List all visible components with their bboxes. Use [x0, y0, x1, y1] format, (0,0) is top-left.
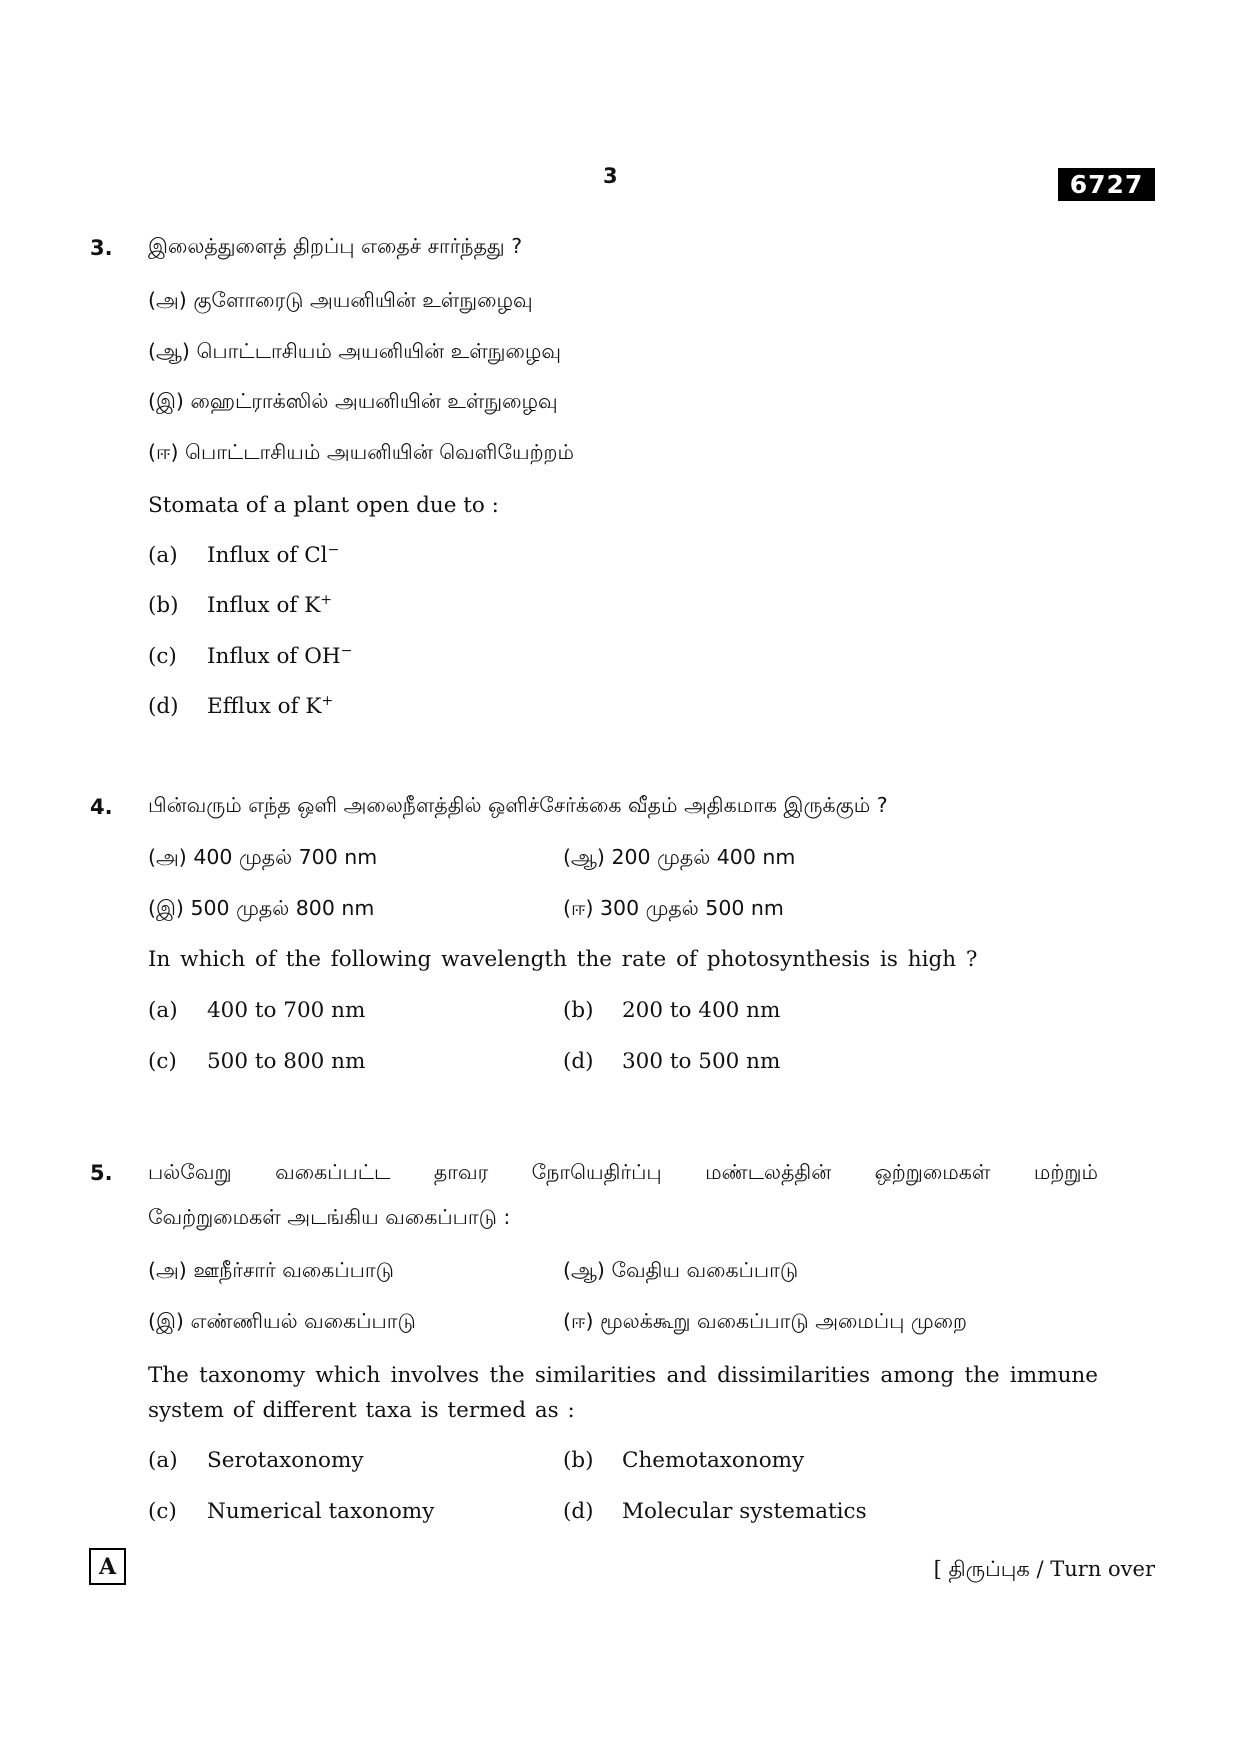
option-tamil — [148, 389, 558, 416]
option-text: 300 to 500 nm — [622, 1049, 781, 1074]
option-label: (a) — [148, 1448, 178, 1473]
option-label: (இ) — [148, 389, 184, 413]
option-label: (இ) — [148, 896, 184, 920]
option-label: (ஆ) — [148, 339, 190, 363]
option-text: Molecular systematics — [622, 1499, 867, 1524]
option-label: (ஆ) — [563, 1258, 605, 1282]
option-text: ஊநீர்சார் வகைப்பாடு — [193, 1258, 394, 1282]
option-label: (அ) — [148, 288, 187, 312]
option-tamil — [563, 896, 784, 923]
option-text: 500 முதல் 800 nm — [190, 896, 375, 920]
question-english-text: In which of the following wavelength the rate of photosynthesis is high ? — [148, 947, 978, 972]
paper-code-badge: 6727 — [1058, 168, 1155, 201]
option-label: (b) — [563, 998, 594, 1023]
option-label: (d) — [563, 1499, 594, 1524]
option-text: பொட்டாசியம் அயனியின் வெளியேற்றம் — [184, 440, 574, 464]
option-text: வேதிய வகைப்பாடு — [611, 1258, 799, 1282]
option-tamil — [148, 1258, 394, 1285]
option-label: (b) — [148, 593, 179, 618]
option-text: 400 to 700 nm — [207, 998, 366, 1023]
question-english-text: The taxonomy which involves the similarities and dissimilarities among the immune — [148, 1363, 1098, 1388]
option-tamil — [148, 896, 374, 923]
option-tamil — [148, 845, 377, 872]
option-text: 300 முதல் 500 nm — [599, 896, 784, 920]
option-text: Efflux of K+ — [207, 693, 334, 719]
option-text: ஹைட்ராக்ஸில் அயனியின் உள்நுழைவு — [190, 389, 558, 413]
option-label: (a) — [148, 998, 178, 1023]
option-label: (c) — [148, 1499, 177, 1524]
option-text: குளோரைடு அயனியின் உள்நுழைவு — [193, 288, 533, 312]
option-label: (ஈ) — [563, 896, 594, 920]
option-label: (c) — [148, 1049, 177, 1074]
question-number: 4. — [90, 795, 113, 819]
option-label: (இ) — [148, 1309, 184, 1333]
option-tamil — [563, 845, 795, 872]
turn-over-text: [ திருப்புக / Turn over — [933, 1557, 1155, 1581]
option-label: (b) — [563, 1448, 594, 1473]
option-text: மூலக்கூறு வகைப்பாடு அமைப்பு முறை — [599, 1309, 968, 1333]
question-tamil-text: இலைத்துளைத் திறப்பு எதைச் சார்ந்தது ? — [148, 234, 523, 258]
option-label: (d) — [563, 1049, 594, 1074]
option-text: பொட்டாசியம் அயனியின் உள்நுழைவு — [196, 339, 562, 363]
option-text: 200 to 400 nm — [622, 998, 781, 1023]
option-label: (ஆ) — [563, 845, 605, 869]
question-tamil-text: பல்வேறு வகைப்பட்ட தாவர நோயெதிர்ப்பு மண்டலத்தின் ஒற்றுமைகள் மற்றும் — [148, 1160, 1098, 1184]
version-letter-box: A — [89, 1548, 126, 1585]
option-label: (a) — [148, 543, 178, 568]
option-tamil — [563, 1309, 967, 1336]
option-tamil — [563, 1258, 798, 1285]
option-text: 500 to 800 nm — [207, 1049, 366, 1074]
option-label: (ஈ) — [563, 1309, 594, 1333]
option-label: (ஈ) — [148, 440, 179, 464]
option-text: Numerical taxonomy — [207, 1499, 435, 1524]
question-english-text: Stomata of a plant open due to : — [148, 493, 499, 518]
page-number: 3 — [603, 164, 618, 188]
question-number: 3. — [90, 236, 113, 260]
option-text: Influx of OH− — [207, 643, 353, 669]
option-tamil — [148, 339, 561, 366]
option-text: Influx of Cl− — [207, 542, 340, 568]
option-text: 200 முதல் 400 nm — [611, 845, 796, 869]
option-text: Serotaxonomy — [207, 1448, 364, 1473]
option-tamil — [148, 288, 533, 315]
option-label: (d) — [148, 694, 179, 719]
question-tamil-text: வேற்றுமைகள் அடங்கிய வகைப்பாடு : — [148, 1205, 511, 1229]
option-tamil — [148, 1309, 416, 1336]
option-text: எண்ணியல் வகைப்பாடு — [190, 1309, 416, 1333]
question-english-text: system of different taxa is termed as : — [148, 1398, 575, 1423]
option-label: (அ) — [148, 1258, 187, 1282]
option-tamil — [148, 440, 574, 467]
option-text: Chemotaxonomy — [622, 1448, 805, 1473]
question-tamil-text: பின்வரும் எந்த ஒளி அலைநீளத்தில் ஒளிச்சேர்க்கை வீதம் அதிகமாக இருக்கும் ? — [148, 793, 888, 817]
option-text: 400 முதல் 700 nm — [193, 845, 378, 869]
question-number: 5. — [90, 1161, 113, 1185]
option-label: (அ) — [148, 845, 187, 869]
option-text: Influx of K+ — [207, 592, 333, 618]
option-label: (c) — [148, 644, 177, 669]
